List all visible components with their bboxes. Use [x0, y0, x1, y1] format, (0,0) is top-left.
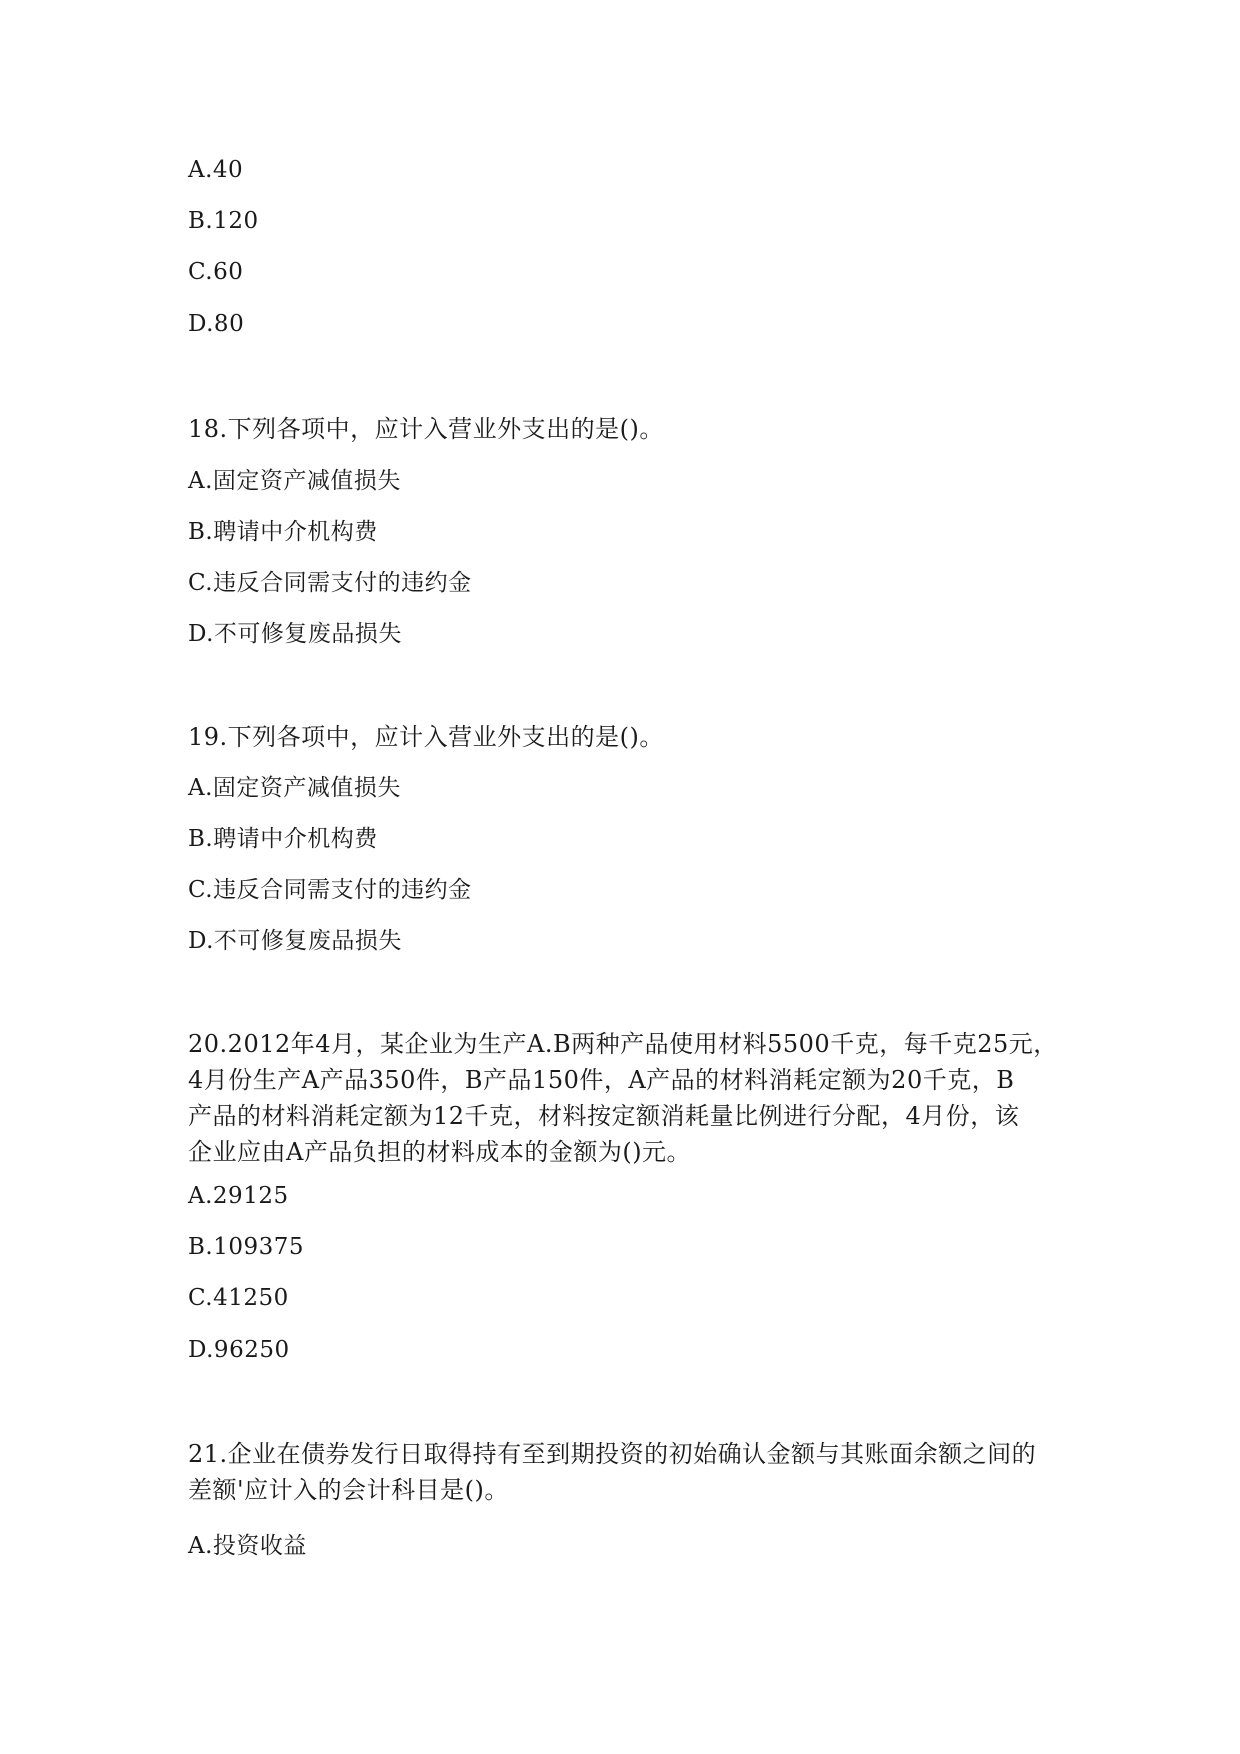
q20-option-c[interactable]: C.41250 — [188, 1285, 289, 1311]
q20-question-line-1: 20.2012年4月，某企业为生产A.B两种产品使用材料5500千克，每千克25元， — [188, 1030, 1058, 1058]
q20-question-line-4: 企业应由A产品负担的材料成本的金额为()元。 — [188, 1138, 692, 1166]
q19-option-a[interactable]: A.固定资产减值损失 — [188, 775, 401, 801]
q21-question-line-1: 21.企业在债券发行日取得持有至到期投资的初始确认金额与其账面余额之间的 — [188, 1440, 1037, 1468]
q17-option-a[interactable]: A.40 — [188, 157, 244, 183]
q17-option-c[interactable]: C.60 — [188, 259, 244, 285]
q20-option-a[interactable]: A.29125 — [188, 1183, 289, 1209]
q20-option-b[interactable]: B.109375 — [188, 1234, 305, 1260]
q18-option-c[interactable]: C.违反合同需支付的违约金 — [188, 570, 472, 596]
q17-option-d[interactable]: D.80 — [188, 311, 245, 337]
q18-option-b[interactable]: B.聘请中介机构费 — [188, 519, 378, 545]
q18-question: 18.下列各项中，应计入营业外支出的是()。 — [188, 415, 664, 443]
q19-question: 19.下列各项中，应计入营业外支出的是()。 — [188, 723, 664, 751]
q20-question-line-2: 4月份生产A产品350件，B产品150件，A产品的材料消耗定额为20千克，B — [188, 1066, 1015, 1094]
q20-option-d[interactable]: D.96250 — [188, 1337, 290, 1363]
q19-option-c[interactable]: C.违反合同需支付的违约金 — [188, 877, 472, 903]
q17-option-b[interactable]: B.120 — [188, 208, 259, 234]
q21-question-line-2: 差额'应计入的会计科目是()。 — [188, 1476, 509, 1504]
q21-option-a[interactable]: A.投资收益 — [188, 1533, 307, 1559]
q19-option-b[interactable]: B.聘请中介机构费 — [188, 826, 378, 852]
q18-option-d[interactable]: D.不可修复废品损失 — [188, 621, 402, 647]
q18-option-a[interactable]: A.固定资产减值损失 — [188, 468, 401, 494]
q19-option-d[interactable]: D.不可修复废品损失 — [188, 928, 402, 954]
q20-question-line-3: 产品的材料消耗定额为12千克，材料按定额消耗量比例进行分配，4月份，该 — [188, 1102, 1020, 1130]
